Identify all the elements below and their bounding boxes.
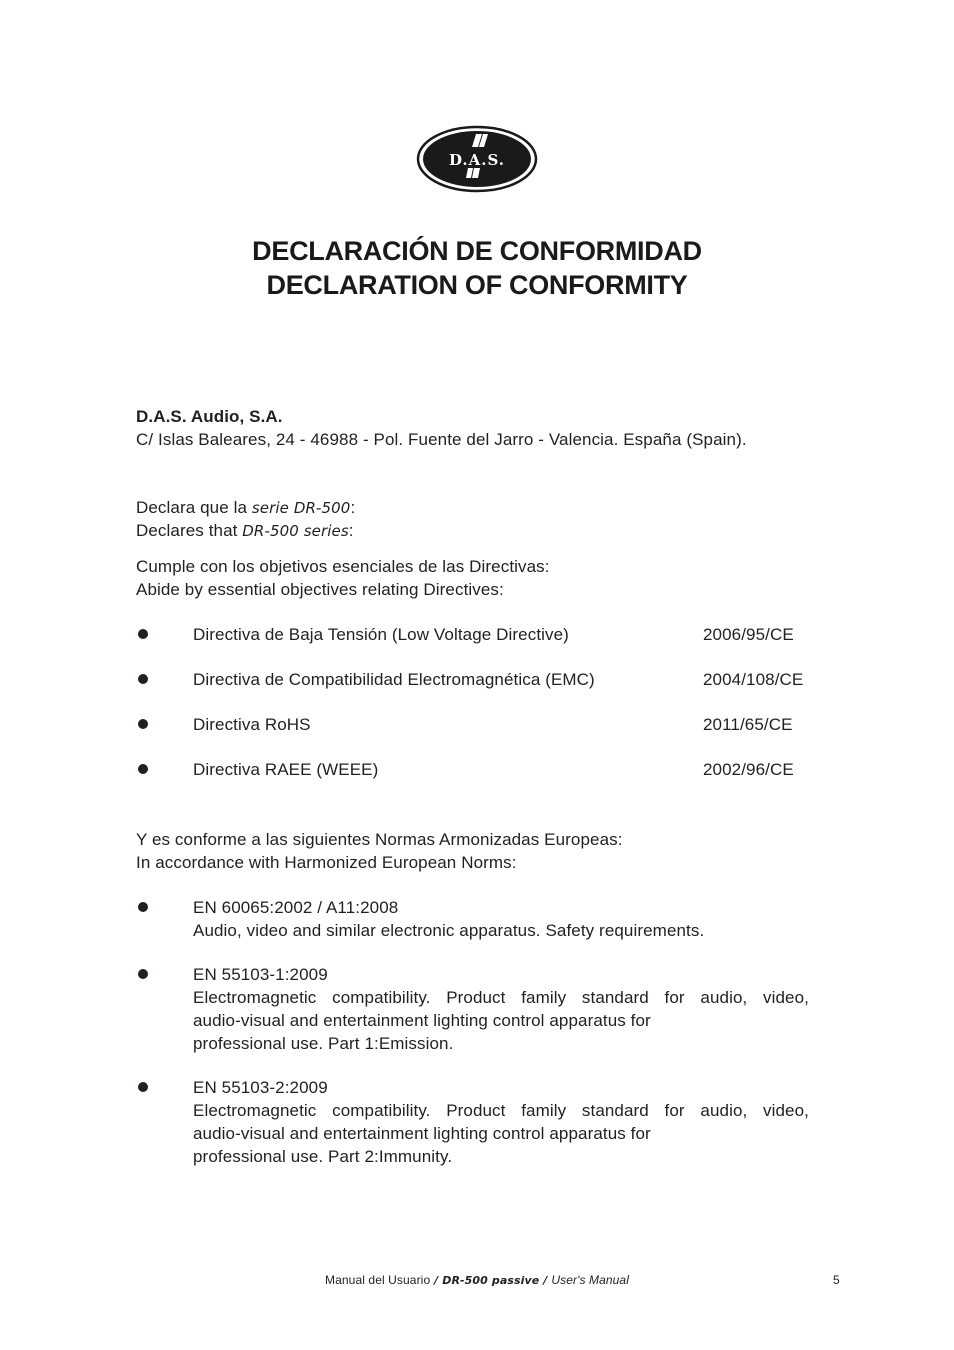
- directive-code: 2002/96/CE: [703, 760, 794, 779]
- norms-intro-spanish: Y es conforme a las siguientes Normas Armonizadas Europeas:: [136, 830, 623, 849]
- directive-name: Directiva de Compatibilidad Electromagnética (EMC): [193, 670, 595, 689]
- norm-code: EN 55103-1:2009: [193, 965, 328, 984]
- norm-description: professional use. Part 1:Emission.: [193, 1034, 454, 1053]
- title-english: DECLARATION OF CONFORMITY: [266, 270, 688, 300]
- complies-english: Abide by essential objectives relating Directives:: [136, 580, 504, 599]
- footer-manual-spanish: Manual del Usuario: [325, 1273, 431, 1287]
- page-number: 5: [833, 1273, 840, 1287]
- footer-manual-english: User's Manual: [551, 1273, 629, 1287]
- declares-english: [136, 519, 354, 543]
- title-spanish: DECLARACIÓN DE CONFORMIDAD: [252, 236, 702, 266]
- declares-spanish-suffix: :: [350, 498, 356, 517]
- declares-spanish-prefix: Declara que la: [136, 498, 252, 517]
- logo-text: D.A.S.: [448, 151, 506, 169]
- norm-description: audio-visual and entertainment lighting control apparatus for: [193, 1124, 651, 1143]
- bullet-icon: [138, 969, 148, 979]
- declares-english-suffix: :: [348, 521, 354, 540]
- bullet-icon: [138, 764, 148, 774]
- page-footer: [0, 1273, 954, 1287]
- norm-description: Electromagnetic compatibility. Product family standard for audio, video,: [193, 1101, 809, 1120]
- norms-intro-english: In accordance with Harmonized European Norms:: [136, 853, 517, 872]
- das-logo-icon: [416, 125, 538, 193]
- directive-name: Directiva de Baja Tensión (Low Voltage Directive): [193, 625, 569, 644]
- complies-spanish: Cumple con los objetivos esenciales de las Directivas:: [136, 557, 550, 576]
- norm-code: EN 55103-2:2009: [193, 1078, 328, 1097]
- norm-description: Electromagnetic compatibility. Product family standard for audio, video,: [193, 988, 809, 1007]
- directive-name: Directiva RoHS: [193, 715, 311, 734]
- norm-description: audio-visual and entertainment lighting control apparatus for: [193, 1011, 651, 1030]
- directive-code: 2006/95/CE: [703, 625, 794, 644]
- company-name: D.A.S. Audio, S.A.: [136, 407, 283, 426]
- das-logo: [416, 125, 538, 193]
- bullet-icon: [138, 674, 148, 684]
- declares-english-prefix: Declares that: [136, 521, 243, 540]
- company-address: C/ Islas Baleares, 24 - 46988 - Pol. Fuente del Jarro - Valencia. España (Spain).: [136, 430, 747, 449]
- bullet-icon: [138, 719, 148, 729]
- directive-name: Directiva RAEE (WEEE): [193, 760, 379, 779]
- bullet-icon: [138, 1082, 148, 1092]
- product-name-english: DR-500 series: [242, 522, 349, 540]
- norm-code: EN 60065:2002 / A11:2008: [193, 898, 399, 917]
- declares-spanish: [136, 496, 355, 520]
- footer-product: / DR-500 passive /: [430, 1274, 552, 1287]
- bullet-icon: [138, 629, 148, 639]
- directive-code: 2011/65/CE: [703, 715, 793, 734]
- norm-description: Audio, video and similar electronic apparatus. Safety requirements.: [193, 921, 705, 940]
- norm-description: professional use. Part 2:Immunity.: [193, 1147, 453, 1166]
- bullet-icon: [138, 902, 148, 912]
- directive-code: 2004/108/CE: [703, 670, 804, 689]
- product-name-spanish: serie DR-500: [251, 499, 351, 517]
